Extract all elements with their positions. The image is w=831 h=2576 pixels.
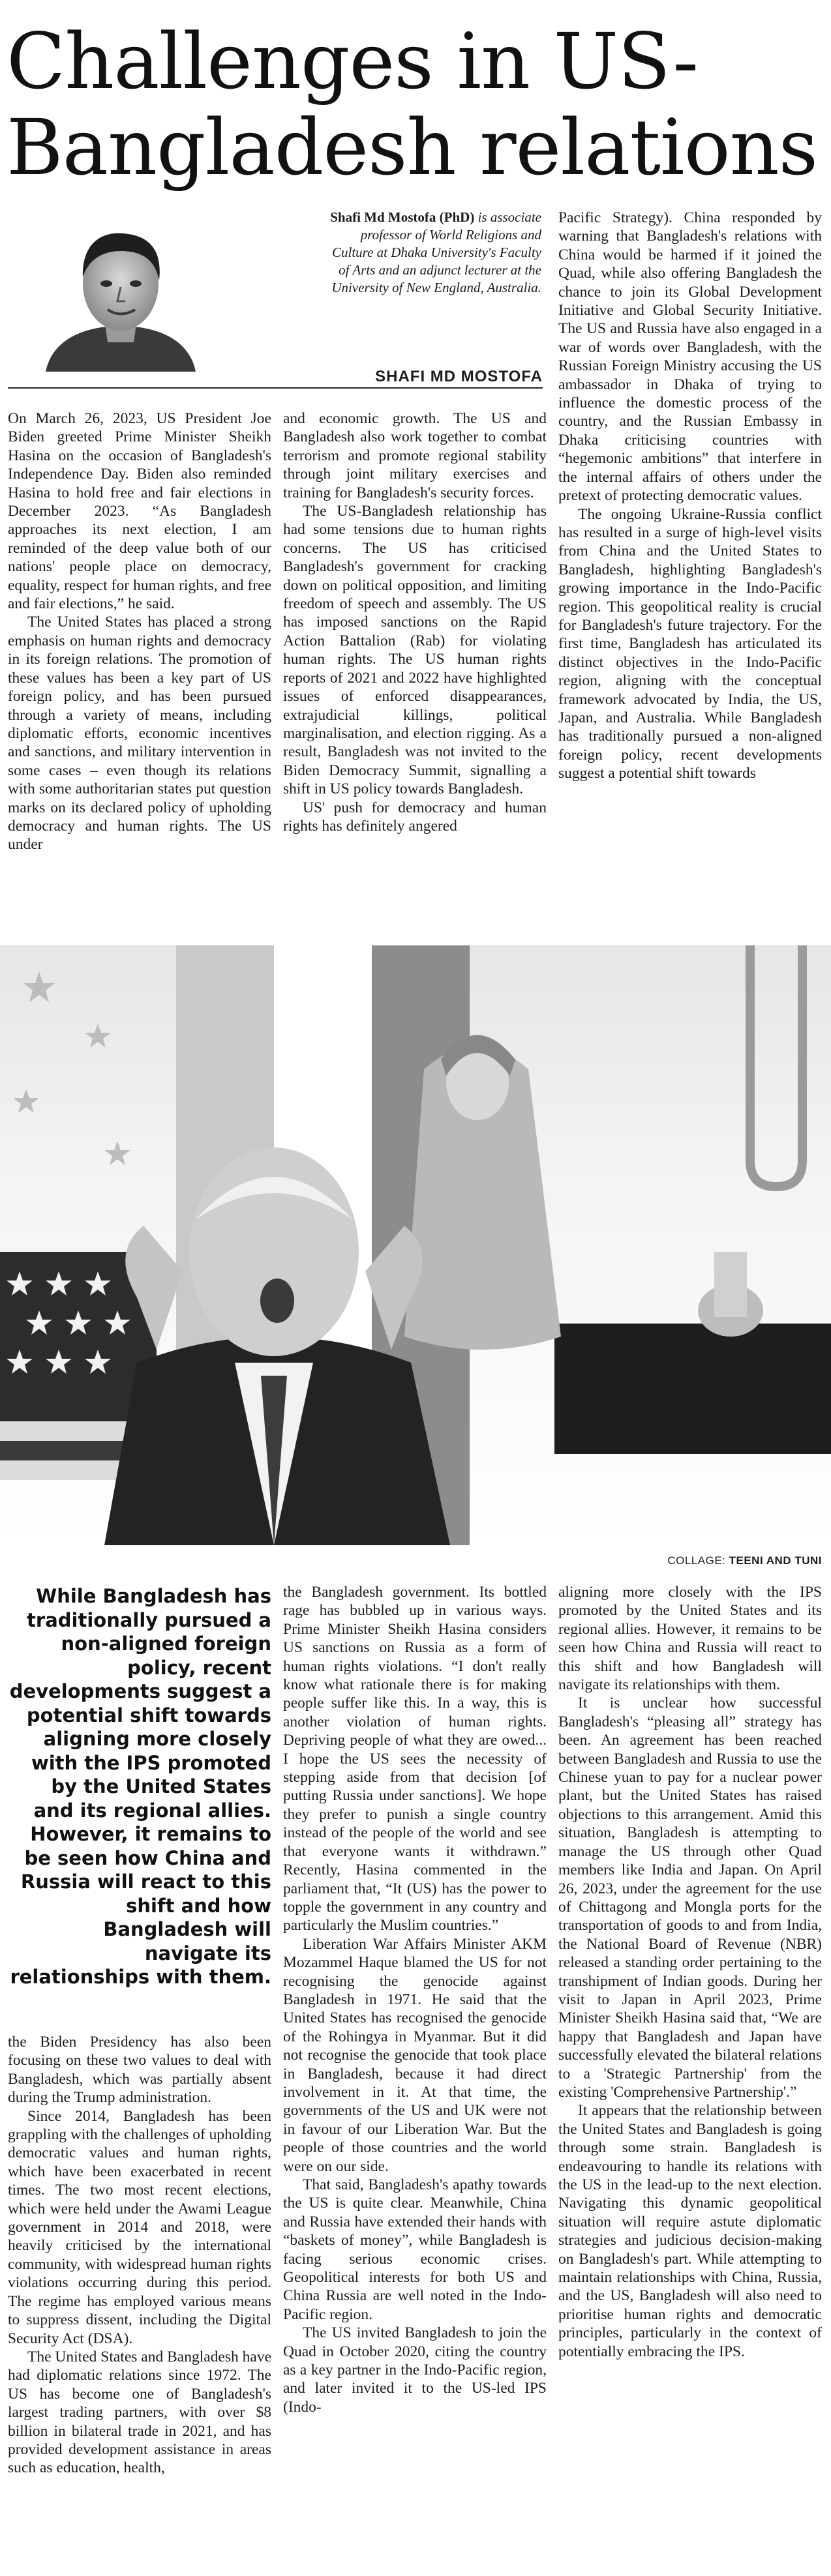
pull-quote: While Bangladesh has traditionally pursued a non-aligned foreign policy, recent developments suggest a potential shift towards aligning more closely with the IPS promoted by the United States and its regional allies. However, it remains to be seen how China and Russia will react to this shift and how Bangladesh will navigate its relationships with them. [9,1585,271,1988]
paragraph: aligning more closely with the IPS promoted by the United States and its regional allies. However, it remains to be seen how China and Russia will react to this shift and how Bangladesh will navigate its relationships with them. [558,1584,822,1694]
collage-illustration [0,945,831,1545]
article-column-5 [283,1583,547,2574]
paragraph: Since 2014, Bangladesh has been grappling with the challenges of upholding democratic values and human rights, which have been exacerbated in recent times. The two most recent elections, which were held under the Awami League government in 2014 and 2018, were heavily criticised by the international community, with widespread human rights violations occurring during this period. The regime has employed various means to suppress dissent, including the Digital Security Act (DSA). [8,2107,271,2347]
paragraph: The United States has placed a strong emphasis on human rights and democracy in its foreign relations. The promotion of these values has been a key part of US foreign policy, and has been pursued through a variety of means, including diplomatic efforts, economic incentives and sanctions, and military intervention in some cases – even though its relations with some authoritarian states put question marks on its declared policy of upholding democracy and human rights. The US under [8,614,271,853]
paragraph: It appears that the relationship between the United States and Bangladesh is going through some strain. Bangladesh is endeavouring to handle its relations with the US in the lead-up to the next election. Navigating this dynamic geopolitical situation will require astute diplomatic strategies and judicious decision-making on Bangladesh's part. While attempting to maintain relationships with China, Russia, and the US, Bangladesh will also need to prioritise human rights and democratic principles, particularly in the context of potentially embracing the IPS. [558,2102,822,2360]
paragraph: The ongoing Ukraine-Russia conflict has resulted in a surge of high-level visits from China and the United States to Bangladesh, highlighting Bangladesh's growing importance in the Indo-Pacific region. This geopolitical reality is crucial for Bangladesh's future trajectory. For the first time, Bangladesh has articulated its distinct objectives in the Indo-Pacific region, aligning with the conceptual framework advocated by India, the US, Japan, and Australia. While Bangladesh has traditionally pursued a non-aligned foreign policy, recent developments suggest a potential shift towards [558,505,822,782]
author-bio-name: Shafi Md Mostofa (PhD) [330,209,475,225]
author-portrait [39,215,202,372]
collage-credit-name: TEENI AND TUNI [729,1554,822,1567]
byline: SHAFI MD MOSTOFA [375,368,543,385]
paragraph: Pacific Strategy). China responded by warning that Bangladesh's relations with China would be harmed if it joined the Quad, while also offering Bangladesh the chance to join its Global Development Initiative and Global Security Initiative. The US and Russia have also engaged in a war of words over Bangladesh, with the Russian Foreign Ministry accusing the US ambassador in Dhaka of trying to influence the domestic process of the country, and the Russian Embassy in Dhaka criticising countries with “hegemonic ambitions” that interfere in the internal affairs of others under the pretext of protecting democratic values. [558,209,822,505]
paragraph: the Biden Presidency has also been focusing on these two values to deal with Bangladesh, which was partially absent during the Trump administration. [8,2034,271,2107]
paragraph: The US invited Bangladesh to join the Quad in October 2020, citing the country as a key partner in the Indo-Pacific region, and later invited it to the US-led IPS (Indo- [283,2324,547,2416]
article-column-4 [8,2033,271,2574]
paragraph: US' push for democracy and human rights has definitely angered [283,799,547,835]
author-bio [320,209,541,297]
author-bio-text: is associate professor of World Religions and Culture at Dhaka University's Faculty of Arts and an adjunct lecturer at the University of New England, Australia. [331,209,541,295]
article-column-6 [558,1583,822,2574]
paragraph: It is unclear how successful Bangladesh's “pleasing all” strategy has been. An agreement has been reached between Bangladesh and Russia to use the Chinese yuan to pay for a nuclear power plant, but the United States has raised objections to this arrangement. Amid this situation, Bangladesh is attempting to manage the US through other Quad members like India and Japan. On April 26, 2023, under the agreement for the use of Chittagong and Mongla ports for the transportation of goods to and from India, the National Board of Revenue (NBR) released a standing order pertaining to the transhipment of Indian goods. During her visit to Japan in April 2023, Prime Minister Sheikh Hasina said that, “We are happy that Bangladesh and Japan have successfully elevated the bilateral relations to a 'Strategic Partnership' from the existing 'Comprehensive Partnership'.” [558,1695,822,2101]
paragraph: That said, Bangladesh's apathy towards the US is quite clear. Meanwhile, China and Russia have extended their hands with “baskets of money”, while Bangladesh is facing serious economic crises. Geopolitical interests for both US and China Russia are well noted in the Indo-Pacific region. [283,2176,547,2323]
headline: Challenges in US-Bangladesh relations [7,16,818,192]
paragraph: the Bangladesh government. Its bottled rage has bubbled up in various ways. Prime Minister Sheikh Hasina considers US sanctions on Russia as a form of human rights violations. “I don't really know what rationale there is for making people suffer like this. In a way, this is another violation of human rights. Depriving people of what they are owed... I hope the US sees the necessity of stepping aside from that decision [of putting Russia under sanctions]. We hope they prefer to punish a single country instead of the people of the world and see that everyone wants it withdrawn.” Recently, Hasina commented in the parliament that, “It (US) has the power to topple the government in any country and particularly the Muslim countries.” [283,1584,547,1934]
collage-image [0,945,831,1545]
collage-credit-label: COLLAGE: [667,1554,726,1567]
article-column-1 [8,409,271,944]
byline-divider [8,387,543,389]
paragraph: The US-Bangladesh relationship has had some tensions due to human rights concerns. The US has criticised Bangladesh's government for cracking down on political opposition, and limiting freedom of speech and assembly. The US has imposed sanctions on the Rapid Action Battalion (Rab) for violating human rights. The US human rights reports of 2021 and 2022 have highlighted issues of enforced disappearances, extrajudicial killings, political marginalisation, and election rigging. As a result, Bangladesh was not invited to the Biden Democracy Summit, signalling a shift in US policy towards Bangladesh. [283,503,547,798]
article-column-2 [283,409,547,944]
paragraph: On March 26, 2023, US President Joe Biden greeted Prime Minister Sheikh Hasina on the occasion of Bangladesh's Independence Day. Biden also reminded Hasina to hold free and fair elections in December 2023. “As Bangladesh approaches its next election, I am reminded of the deep value both of our nations' people place on democracy, equality, respect for human rights, and free and fair elections,” he said. [8,410,271,613]
paragraph: The United States and Bangladesh have had diplomatic relations since 1972. The US has become one of Bangladesh's largest trading partners, with over $8 billion in bilateral trade in 2021, and has provided development assistance in areas such as education, health, [8,2348,271,2477]
article-column-3 [558,209,822,944]
paragraph: and economic growth. The US and Bangladesh also work together to combat terrorism and promote regional stability through joint military exercises and training for Bangladesh's security forces. [283,410,547,501]
paragraph: Liberation War Affairs Minister AKM Mozammel Haque blamed the US for not recognising the genocide against Bangladesh in 1971. He said that the United States has recognised the genocide of the Rohingya in Myanmar. But it did not recognise the genocide that took place in Bangladesh, because it had direct involvement in it. At that time, the governments of the US and UK were not in favour of our Liberation War. But the people of those countries and the world were on our side. [283,1935,547,2175]
collage-credit [667,1554,822,1567]
